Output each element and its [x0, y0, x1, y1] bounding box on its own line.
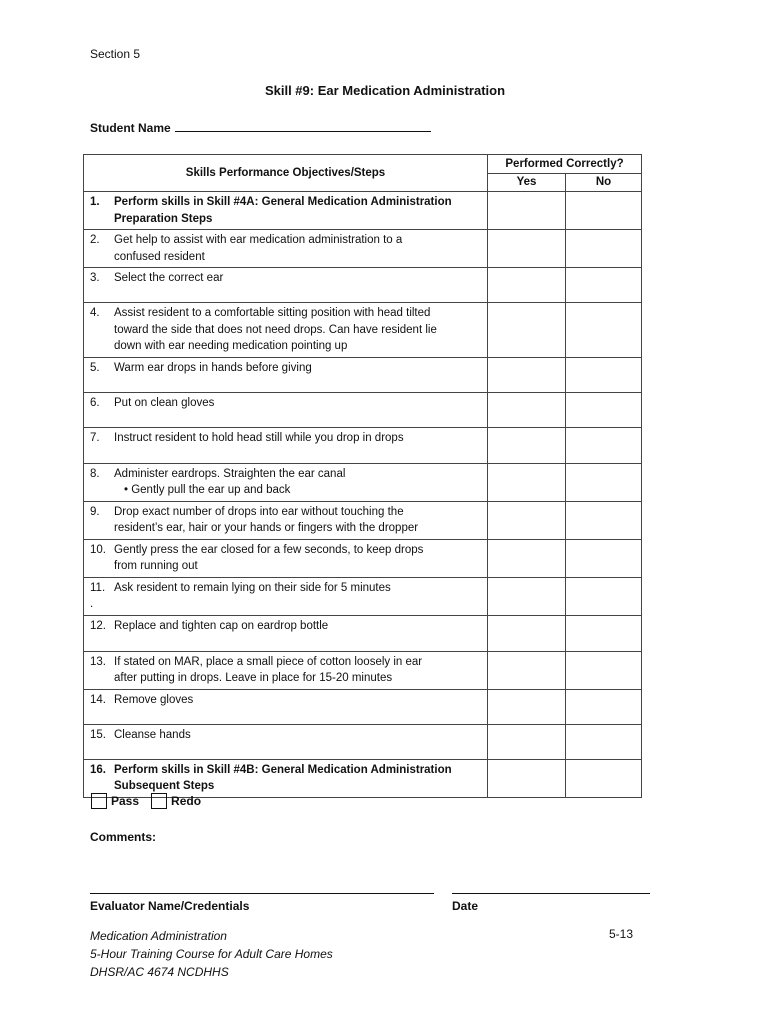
step-item [90, 542, 483, 575]
step-item [90, 618, 483, 635]
performed-no-cell[interactable] [566, 577, 642, 615]
comments-label: Comments: [90, 830, 157, 844]
step-text [114, 762, 483, 795]
step-item [90, 654, 483, 687]
footer-line-3: DHSR/AC 4674 NCDHHS [90, 965, 229, 979]
step-text-line: Ask resident to remain lying on their side for 5 minutes [114, 581, 391, 594]
step-text-line: down with ear needing medication pointing up [114, 340, 348, 352]
step-text-line: If stated on MAR, place a small piece of cotton loosely in ear [114, 655, 423, 668]
step-text-line: Instruct resident to hold head still while you drop in drops [114, 431, 404, 444]
step-cell [84, 192, 488, 230]
performed-yes-cell[interactable] [488, 724, 566, 759]
date-label: Date [452, 899, 479, 913]
step-cell [84, 577, 488, 615]
table-row [84, 392, 642, 427]
step-text [114, 542, 483, 575]
table-row [84, 357, 642, 392]
step-text [114, 654, 483, 687]
step-text-line: from running out [114, 560, 198, 572]
step-text-line: resident’s ear, hair or your hands or fingers with the dropper [114, 522, 419, 534]
step-text-line: Subsequent Steps [114, 780, 215, 792]
step-bullet: • Gently pull the ear up and back [124, 484, 291, 496]
col-header-steps: Skills Performance Objectives/Steps [84, 155, 488, 192]
performed-no-cell[interactable] [566, 501, 642, 539]
performed-yes-cell[interactable] [488, 759, 566, 797]
col-header-no: No [566, 173, 642, 192]
performed-no-cell[interactable] [566, 689, 642, 724]
step-number: 6. [90, 396, 100, 409]
performed-yes-cell[interactable] [488, 357, 566, 392]
step-item [90, 305, 483, 355]
step-text-line: after putting in drops. Leave in place for 15-20 minutes [114, 672, 393, 684]
table-row [84, 577, 642, 615]
step-text-line: Select the correct ear [114, 272, 224, 284]
step-number: 16. [90, 763, 106, 776]
table-row [84, 651, 642, 689]
table-row [84, 689, 642, 724]
page-title: Skill #9: Ear Medication Administration [264, 83, 506, 98]
step-number: 3. [90, 272, 100, 284]
step-text [114, 466, 483, 499]
step-number: 14. [90, 693, 106, 706]
step-text-line: Assist resident to a comfortable sitting position with head tilted [114, 307, 431, 319]
step-cell [84, 230, 488, 268]
performed-yes-cell[interactable] [488, 392, 566, 427]
table-row [84, 303, 642, 358]
pass-label: Pass [111, 794, 140, 808]
step-item [90, 727, 483, 744]
step-text [114, 692, 483, 709]
step-item [90, 692, 483, 709]
step-text [114, 360, 483, 377]
table-row [84, 192, 642, 230]
step-item [90, 360, 483, 377]
step-item [90, 430, 483, 447]
table-row [84, 759, 642, 797]
redo-label: Redo [171, 794, 202, 808]
step-number: 2. [90, 234, 100, 246]
step-number: 12. [90, 619, 106, 632]
student-name-field[interactable] [90, 120, 431, 135]
step-cell [84, 539, 488, 577]
performed-no-cell[interactable] [566, 539, 642, 577]
step-number: 4. [90, 307, 100, 319]
table-row [84, 463, 642, 501]
step-number: 1. [90, 196, 100, 208]
step-item [90, 232, 483, 265]
step-text-line: Warm ear drops in hands before giving [114, 361, 312, 374]
step-cell [84, 463, 488, 501]
performed-yes-cell[interactable] [488, 427, 566, 463]
step-cell [84, 689, 488, 724]
step-cell [84, 303, 488, 358]
step-item [90, 762, 483, 795]
step-number: 9. [90, 505, 100, 518]
result-options [91, 793, 213, 809]
performed-yes-cell[interactable] [488, 463, 566, 501]
step-text-line: Drop exact number of drops into ear without touching the [114, 505, 404, 518]
step-text [114, 194, 483, 227]
performed-no-cell[interactable] [566, 192, 642, 230]
performed-yes-cell[interactable] [488, 303, 566, 358]
step-text-line: Administer eardrops. Straighten the ear canal [114, 467, 346, 480]
step-number: 8. [90, 467, 100, 480]
performed-no-cell[interactable] [566, 759, 642, 797]
date-signature-line[interactable] [452, 893, 650, 894]
step-text [114, 580, 483, 597]
step-item [90, 466, 483, 499]
evaluator-label: Evaluator Name/Credentials [90, 899, 250, 913]
table-row [84, 427, 642, 463]
step-text [114, 504, 483, 537]
step-text-line: Replace and tighten cap on eardrop bottle [114, 619, 329, 632]
step-cell [84, 427, 488, 463]
evaluator-signature-line[interactable] [90, 893, 434, 894]
col-header-yes: Yes [488, 173, 566, 192]
pass-checkbox[interactable] [91, 793, 107, 809]
step-text-line: toward the side that does not need drops. Can have resident lie [114, 323, 437, 336]
step-number: 10. [90, 543, 106, 556]
step-number: 7. [90, 431, 100, 444]
student-name-label: Student Name [90, 121, 171, 135]
step-cell [84, 357, 488, 392]
redo-checkbox[interactable] [151, 793, 167, 809]
table-row [84, 230, 642, 268]
step-cell [84, 651, 488, 689]
performed-yes-cell[interactable] [488, 230, 566, 268]
step-cell [84, 759, 488, 797]
step-text-line: Get help to assist with ear medication administration to a [114, 234, 403, 246]
step-item [90, 504, 483, 537]
step-number: 15. [90, 728, 106, 741]
step-text [114, 430, 483, 447]
performed-no-cell[interactable] [566, 651, 642, 689]
step-number: 13. [90, 655, 106, 668]
skills-table [83, 154, 642, 798]
step-item [90, 194, 483, 227]
step-text [114, 232, 483, 265]
footer-line-1: Medication Administration [90, 929, 227, 943]
performed-no-cell[interactable] [566, 357, 642, 392]
step-number: 5. [90, 361, 100, 374]
step-cell [84, 501, 488, 539]
step-text-line: Gently press the ear closed for a few seconds, to keep drops [114, 543, 424, 556]
performed-yes-cell[interactable] [488, 651, 566, 689]
step-text-line: Cleanse hands [114, 728, 191, 741]
section-label: Section 5 [90, 47, 141, 61]
step-text-line: Perform skills in Skill #4A: General Medication Administration [114, 196, 452, 208]
performed-no-cell[interactable] [566, 724, 642, 759]
performed-yes-cell[interactable] [488, 192, 566, 230]
table-row [84, 501, 642, 539]
table-row [84, 724, 642, 759]
step-number: 11. [90, 581, 106, 594]
step-text-line: Put on clean gloves [114, 396, 215, 409]
table-row [84, 539, 642, 577]
performed-no-cell[interactable] [566, 463, 642, 501]
performed-yes-cell[interactable] [488, 268, 566, 303]
col-header-performed: Performed Correctly? [488, 155, 642, 174]
performed-yes-cell[interactable] [488, 577, 566, 615]
footer-line-2: 5-Hour Training Course for Adult Care Homes [90, 947, 333, 961]
performed-no-cell[interactable] [566, 615, 642, 651]
step-cell [84, 724, 488, 759]
step-text [114, 727, 483, 744]
step-cell [84, 392, 488, 427]
step-cell [84, 268, 488, 303]
performed-yes-cell[interactable] [488, 539, 566, 577]
step-item [90, 395, 483, 412]
step-cell [84, 615, 488, 651]
table-row [84, 268, 642, 303]
performed-yes-cell[interactable] [488, 689, 566, 724]
performed-no-cell[interactable] [566, 230, 642, 268]
student-name-line[interactable] [175, 120, 431, 132]
table-row [84, 615, 642, 651]
performed-no-cell[interactable] [566, 268, 642, 303]
step-trailing-mark: . [90, 598, 94, 610]
step-text-line: Preparation Steps [114, 212, 213, 225]
step-text-line: Remove gloves [114, 693, 194, 706]
step-text [114, 618, 483, 635]
performed-no-cell[interactable] [566, 427, 642, 463]
step-text-line: confused resident [114, 250, 205, 263]
performed-no-cell[interactable] [566, 392, 642, 427]
step-item [90, 580, 483, 597]
step-text [114, 305, 483, 355]
step-text [114, 395, 483, 412]
step-item [90, 270, 483, 287]
performed-yes-cell[interactable] [488, 615, 566, 651]
footer [90, 927, 333, 981]
page-number: 5-13 [609, 927, 634, 941]
step-text [114, 270, 483, 287]
step-text-line: Perform skills in Skill #4B: General Medication Administration [114, 763, 452, 776]
performed-no-cell[interactable] [566, 303, 642, 358]
performed-yes-cell[interactable] [488, 501, 566, 539]
